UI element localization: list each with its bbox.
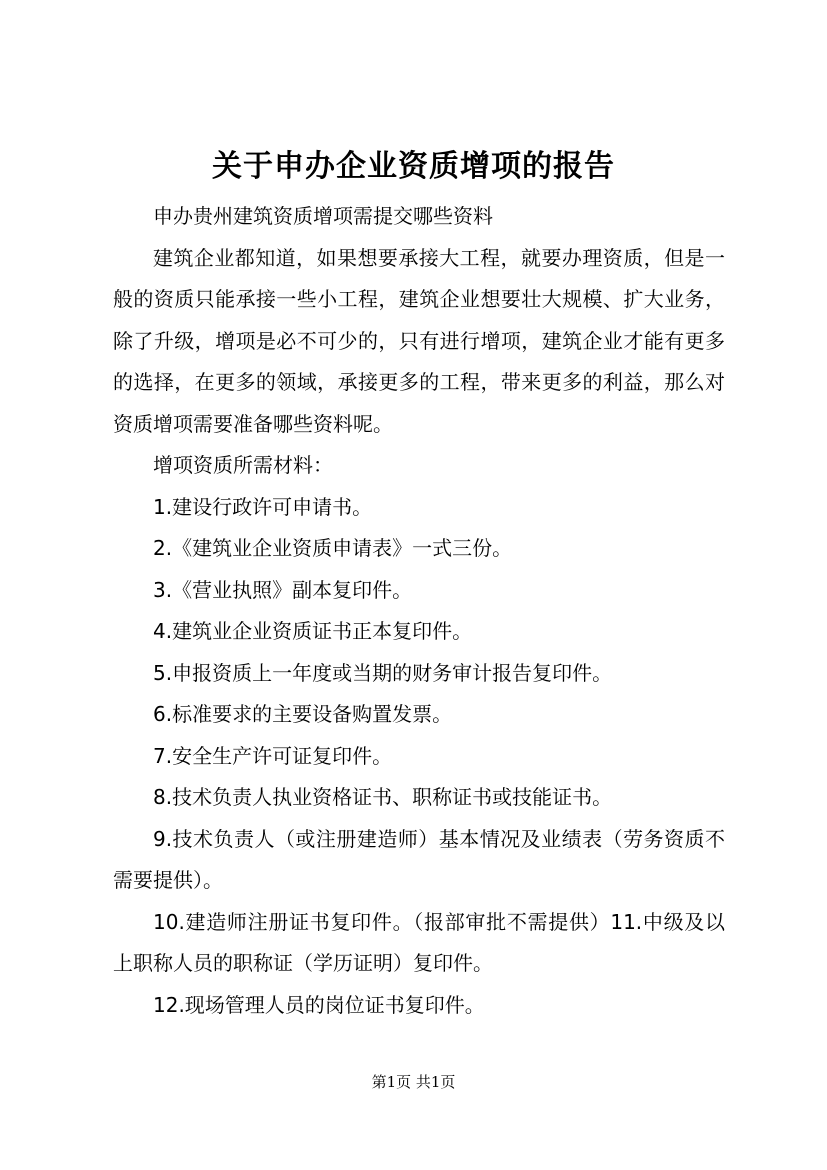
list-item: 9.技术负责人（或注册建造师）基本情况及业绩表（劳务资质不需要提供）。	[113, 826, 725, 892]
list-item: 4.建筑业企业资质证书正本复印件。	[153, 619, 473, 643]
list-item: 10.建造师注册证书复印件。（报部审批不需提供）11.中级及以上职称人员的职称证（学历证明）复印件。	[113, 909, 725, 975]
subtitle-paragraph: 申办贵州建筑资质增项需提交哪些资料	[153, 204, 493, 228]
list-item: 2.《建筑业企业资质申请表》一式三份。	[153, 536, 513, 560]
list-item: 5.申报资质上一年度或当期的财务审计报告复印件。	[153, 660, 613, 685]
document-body	[113, 196, 725, 1026]
materials-heading: 增项资质所需材料：	[153, 453, 333, 477]
list-item: 8.技术负责人执业资格证书、职称证书或技能证书。	[153, 785, 613, 809]
intro-paragraph: 建筑企业都知道，如果想要承接大工程，就要办理资质，但是一般的资质只能承接一些小工程，建筑企业想要壮大规模、扩大业务，除了升级，增项是必不可少的，只有进行增项，建筑企业才能有更多的选择，在更多的领域，承接更多的工程，带来更多的利益，那么对资质增项需要准备哪些资料呢。	[113, 245, 725, 436]
list-item: 6.标准要求的主要设备购置发票。	[153, 702, 453, 726]
list-item: 12.现场管理人员的岗位证书复印件。	[153, 992, 485, 1017]
page-footer: 第1页 共1页	[371, 1073, 456, 1091]
document-title: 关于申办企业资质增项的报告	[212, 149, 615, 184]
list-item: 3.《营业执照》副本复印件。	[153, 577, 413, 602]
list-item: 1.建设行政许可申请书。	[153, 494, 373, 519]
list-item: 7.安全生产许可证复印件。	[153, 743, 393, 768]
